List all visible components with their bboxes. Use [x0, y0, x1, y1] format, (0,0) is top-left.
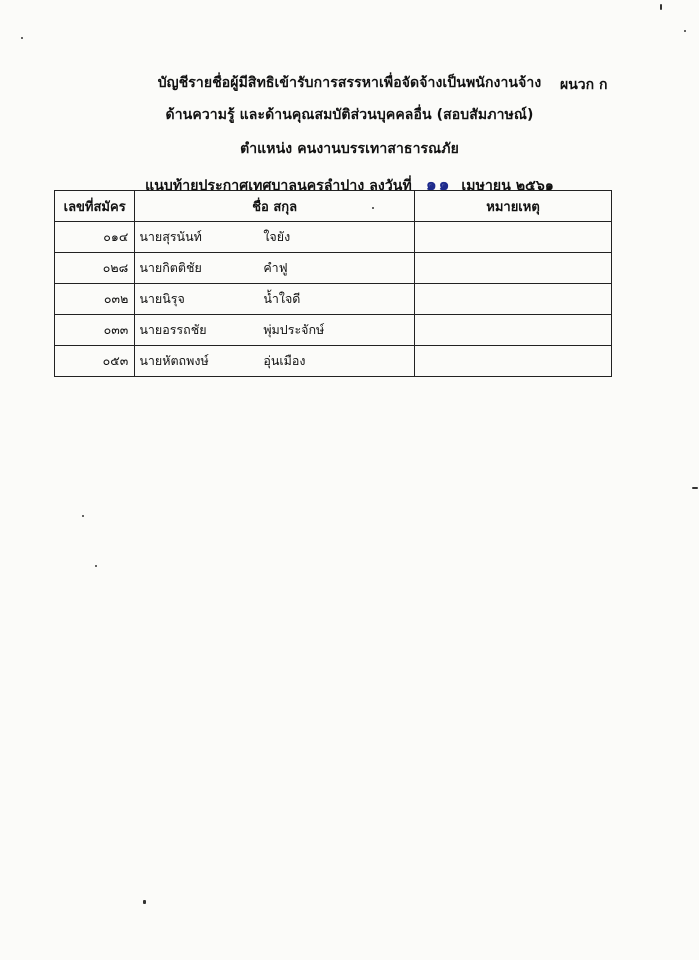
table-row: [55, 253, 612, 284]
remark-cell: [415, 253, 612, 284]
first-name: นายสุรนันท์: [139, 229, 202, 244]
scan-speck: [21, 37, 23, 39]
last-name: พุ่มประจักษ์: [263, 322, 325, 337]
announcement-prefix: แนบท้ายประกาศเทศบาลนครลำปาง ลงวันที่: [145, 178, 412, 194]
position-title: ตำแหน่ง คนงานบรรเทาสาธารณภัย: [240, 141, 459, 157]
last-name: คำฟู: [263, 260, 288, 275]
column-header-full-name: ชื่อ สกุล: [135, 191, 415, 222]
application-number: ๐๒๘: [55, 253, 135, 284]
table-row: [55, 315, 612, 346]
column-header-application-number: เลขที่สมัคร: [55, 191, 135, 222]
remark-cell: [415, 222, 612, 253]
application-number: ๐๓๓: [55, 315, 135, 346]
table-row: [55, 222, 612, 253]
candidate-table: [54, 190, 612, 377]
scan-speck: [660, 4, 662, 10]
scan-speck: [692, 487, 698, 489]
table-header-row: [55, 191, 612, 222]
remark-cell: [415, 346, 612, 377]
document-title: บัญชีรายชื่อผู้มีสิทธิเข้ารับการสรรหาเพื่อจัดจ้างเป็นพนักงานจ้าง: [157, 75, 542, 91]
document-subtitle: ด้านความรู้ และด้านคุณสมบัติส่วนบุคคลอื่น (สอบสัมภาษณ์): [165, 107, 534, 123]
last-name: น้ำใจดี: [263, 291, 301, 306]
application-number: ๐๓๒: [55, 284, 135, 315]
first-name: นายนิรุจ: [139, 291, 185, 306]
scan-speck: [684, 30, 686, 32]
first-name: นายหัตถพงษ์: [139, 353, 209, 368]
last-name: อุ่นเมือง: [263, 353, 306, 368]
application-number: ๐๑๔: [55, 222, 135, 253]
column-header-remark: หมายเหตุ: [415, 191, 612, 222]
handwritten-day: ๑๑: [425, 175, 452, 195]
scan-speck: [372, 207, 374, 209]
candidate-name: [135, 222, 415, 253]
last-name: ใจยัง: [263, 229, 291, 244]
annex-label: ผนวก ก: [560, 77, 608, 93]
table-row: [55, 284, 612, 315]
announcement-month-year: เมษายน ๒๕๖๑: [461, 178, 554, 194]
candidate-name: [135, 346, 415, 377]
scan-speck: [82, 515, 84, 517]
table-row: [55, 346, 612, 377]
candidate-name: [135, 284, 415, 315]
scan-speck: [95, 565, 97, 567]
application-number: ๐๕๓: [55, 346, 135, 377]
remark-cell: [415, 284, 612, 315]
candidate-name: [135, 253, 415, 284]
first-name: นายกิตติชัย: [139, 260, 202, 275]
scan-speck: [143, 900, 146, 904]
remark-cell: [415, 315, 612, 346]
first-name: นายอรรถชัย: [139, 322, 207, 337]
candidate-name: [135, 315, 415, 346]
